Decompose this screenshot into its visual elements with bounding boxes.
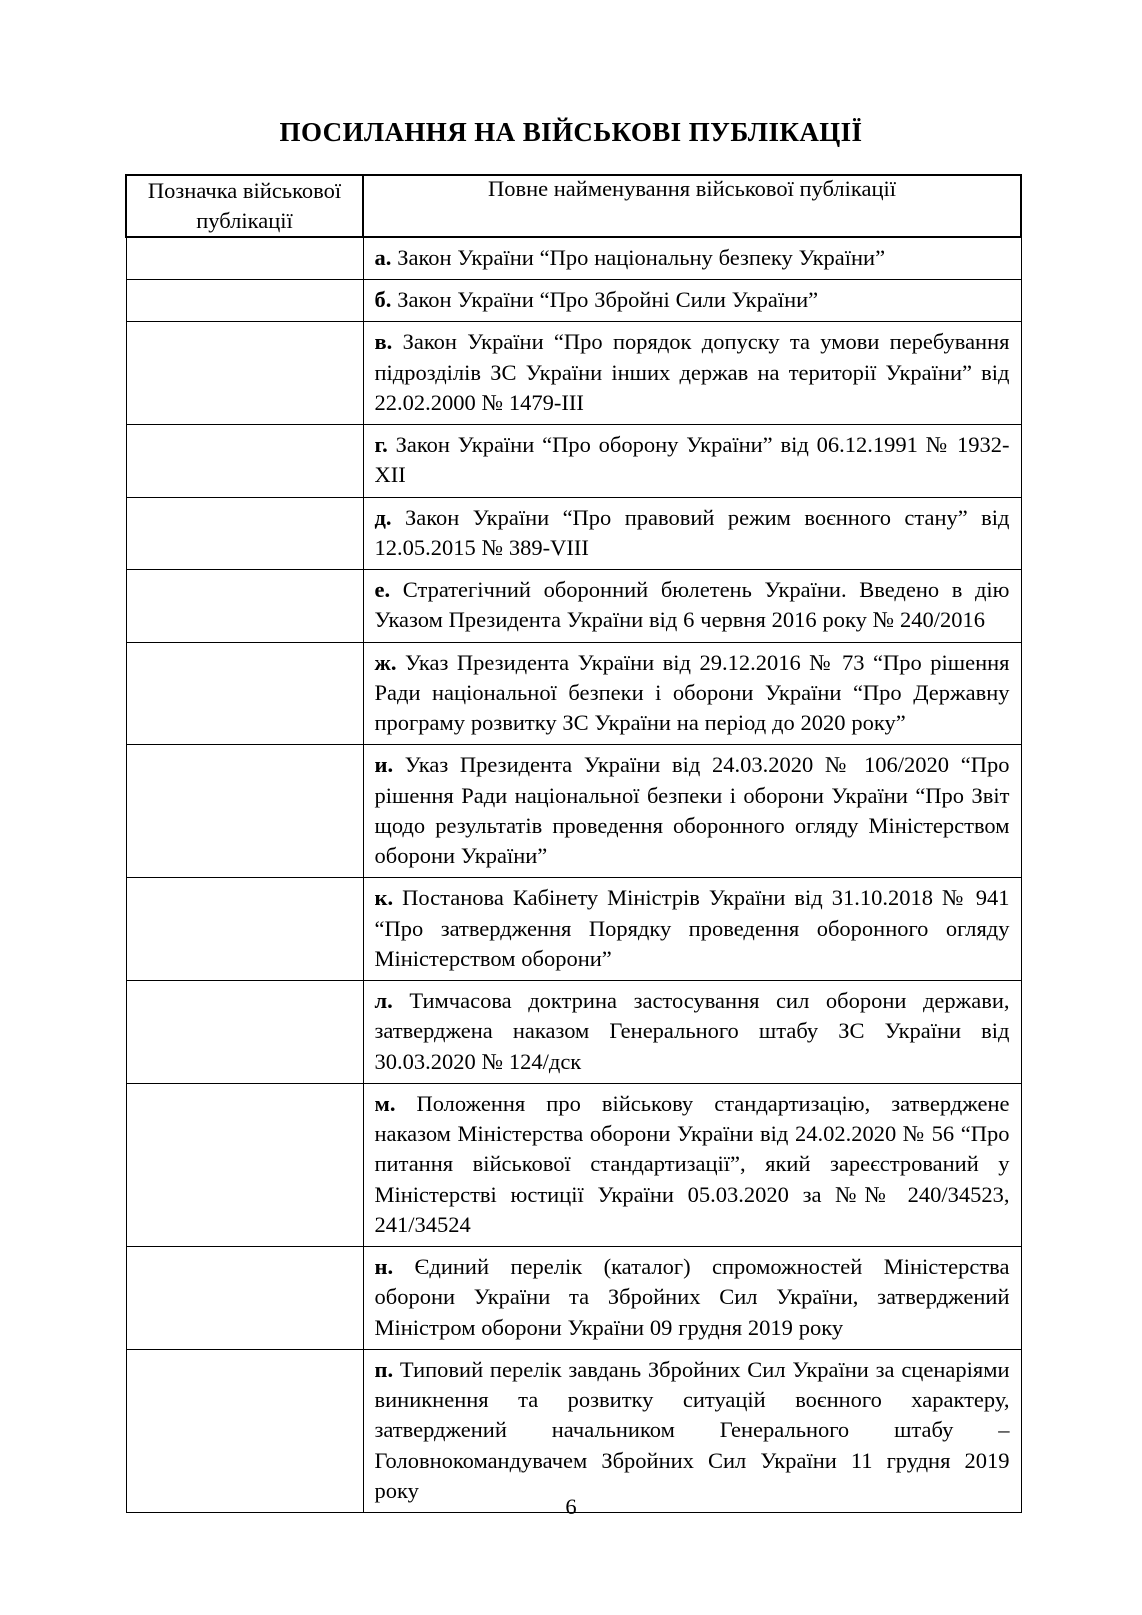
cell-publication-name — [363, 425, 1021, 498]
table-row — [126, 237, 1021, 280]
item-text: Указ Президента України від 29.12.2016 № 73 “Про рішення Ради національної безпеки і оборони України “Про Державну програму розвитку ЗС України на період до 2020 року” — [374, 649, 1010, 736]
table-row — [126, 1247, 1021, 1350]
table-row — [126, 981, 1021, 1084]
table-row — [126, 878, 1021, 981]
item-text: Положення про військову стандартизацію, затверджене наказом Міністерства оборони України від 24.02.2020 № 56 “Про питання військової стандартизації”, який зареєстрований у Міністерстві юстиції України 05.03.2020 за №№ 240/34523, 241/34524 — [374, 1090, 1010, 1237]
item-index-label: и. — [374, 752, 394, 778]
item-text: Закон України “Про правовий режим воєнного стану” від 12.05.2015 № 389-VIII — [374, 504, 1010, 560]
cell-publication-name — [363, 981, 1021, 1084]
item-index-label: л. — [374, 988, 393, 1014]
item-text: Постанова Кабінету Міністрів України від 31.10.2018 № 941 “Про затвердження Порядку проведення оборонного огляду Міністерством оборони” — [374, 885, 1010, 971]
item-index-label: к. — [374, 885, 394, 911]
table-row — [126, 280, 1021, 322]
cell-publication-name — [363, 1349, 1021, 1512]
item-text: Закон України “Про оборону України” від 06.12.1991 № 1932-XII — [374, 432, 1010, 488]
table-header-row — [126, 175, 1021, 237]
cell-publication-mark — [126, 425, 363, 498]
item-index-label: м. — [374, 1090, 396, 1116]
page-number: 6 — [565, 1494, 577, 1519]
cell-publication-mark — [126, 745, 363, 878]
cell-publication-mark — [126, 570, 363, 643]
item-index-label: ж. — [374, 649, 397, 675]
table-row — [126, 570, 1021, 643]
table-row — [126, 1083, 1021, 1246]
cell-publication-name — [363, 237, 1021, 280]
cell-publication-name — [363, 1247, 1021, 1350]
item-text: Типовий перелік завдань Збройних Сил України за сценаріями виникнення та розвитку ситуацій воєнного характеру, затверджений начальником Генерального штабу – Головнокомандувачем Збройних Сил України 11 грудня 2019 року — [374, 1356, 1010, 1503]
item-text: Єдиний перелік (каталог) спроможностей Міністерства оборони України та Збройних Сил України, затверджений Міністром оборони України 09 грудня 2019 року — [374, 1254, 1010, 1340]
cell-publication-name — [363, 497, 1021, 570]
cell-publication-mark — [126, 497, 363, 570]
cell-publication-name — [363, 745, 1021, 878]
item-index-label: а. — [374, 244, 392, 270]
item-index-label: б. — [374, 287, 392, 313]
table-row — [126, 425, 1021, 498]
item-text: Закон України “Про порядок допуску та умови перебування підрозділів ЗС України інших держав на території України” від 22.02.2000 № 1479-ІІІ — [374, 329, 1010, 415]
column-header-publication-full-name: Повне найменування військової публікації — [363, 175, 1021, 237]
item-index-label: г. — [374, 432, 388, 458]
item-index-label: д. — [374, 504, 392, 530]
item-text: Закон України “Про національну безпеку України” — [391, 244, 886, 270]
table-header — [126, 175, 1021, 237]
column-header-publication-mark: Позначка військової публікації — [126, 175, 363, 237]
item-text: Стратегічний оборонний бюлетень України. Введено в дію Указом Президента України від 6 червня 2016 року № 240/2016 — [374, 577, 1010, 633]
cell-publication-name — [363, 878, 1021, 981]
cell-publication-mark — [126, 1083, 363, 1246]
item-text: Закон України “Про Збройні Сили України” — [391, 287, 819, 313]
item-index-label: п. — [374, 1356, 394, 1382]
table-row — [126, 642, 1021, 745]
cell-publication-mark — [126, 878, 363, 981]
cell-publication-name — [363, 642, 1021, 745]
cell-publication-name — [363, 280, 1021, 322]
cell-publication-name — [363, 1083, 1021, 1246]
cell-publication-mark — [126, 237, 363, 280]
item-index-label: н. — [374, 1254, 394, 1280]
cell-publication-mark — [126, 642, 363, 745]
cell-publication-mark — [126, 981, 363, 1084]
cell-publication-name — [363, 570, 1021, 643]
cell-publication-mark — [126, 1349, 363, 1512]
cell-publication-name — [363, 322, 1021, 425]
table-row — [126, 497, 1021, 570]
item-index-label: в. — [374, 329, 393, 355]
item-text: Тимчасова доктрина застосування сил оборони держави, затверджена наказом Генерального штабу ЗС України від 30.03.2020 № 124/дск — [374, 988, 1010, 1074]
table-row — [126, 322, 1021, 425]
military-publications-table — [125, 174, 1022, 1513]
item-index-label: е. — [374, 577, 391, 603]
cell-publication-mark — [126, 1247, 363, 1350]
item-text: Указ Президента України від 24.03.2020 № 106/2020 “Про рішення Ради національної безпеки і оборони України “Про Звіт щодо результатів проведення оборонного огляду Міністерством оборони України” — [374, 752, 1010, 869]
cell-publication-mark — [126, 280, 363, 322]
table-body — [126, 237, 1021, 1513]
page-title: ПОСИЛАННЯ НА ВІЙСЬКОВІ ПУБЛІКАЦІЇ — [279, 117, 863, 147]
table-row — [126, 745, 1021, 878]
cell-publication-mark — [126, 322, 363, 425]
table-row — [126, 1349, 1021, 1512]
